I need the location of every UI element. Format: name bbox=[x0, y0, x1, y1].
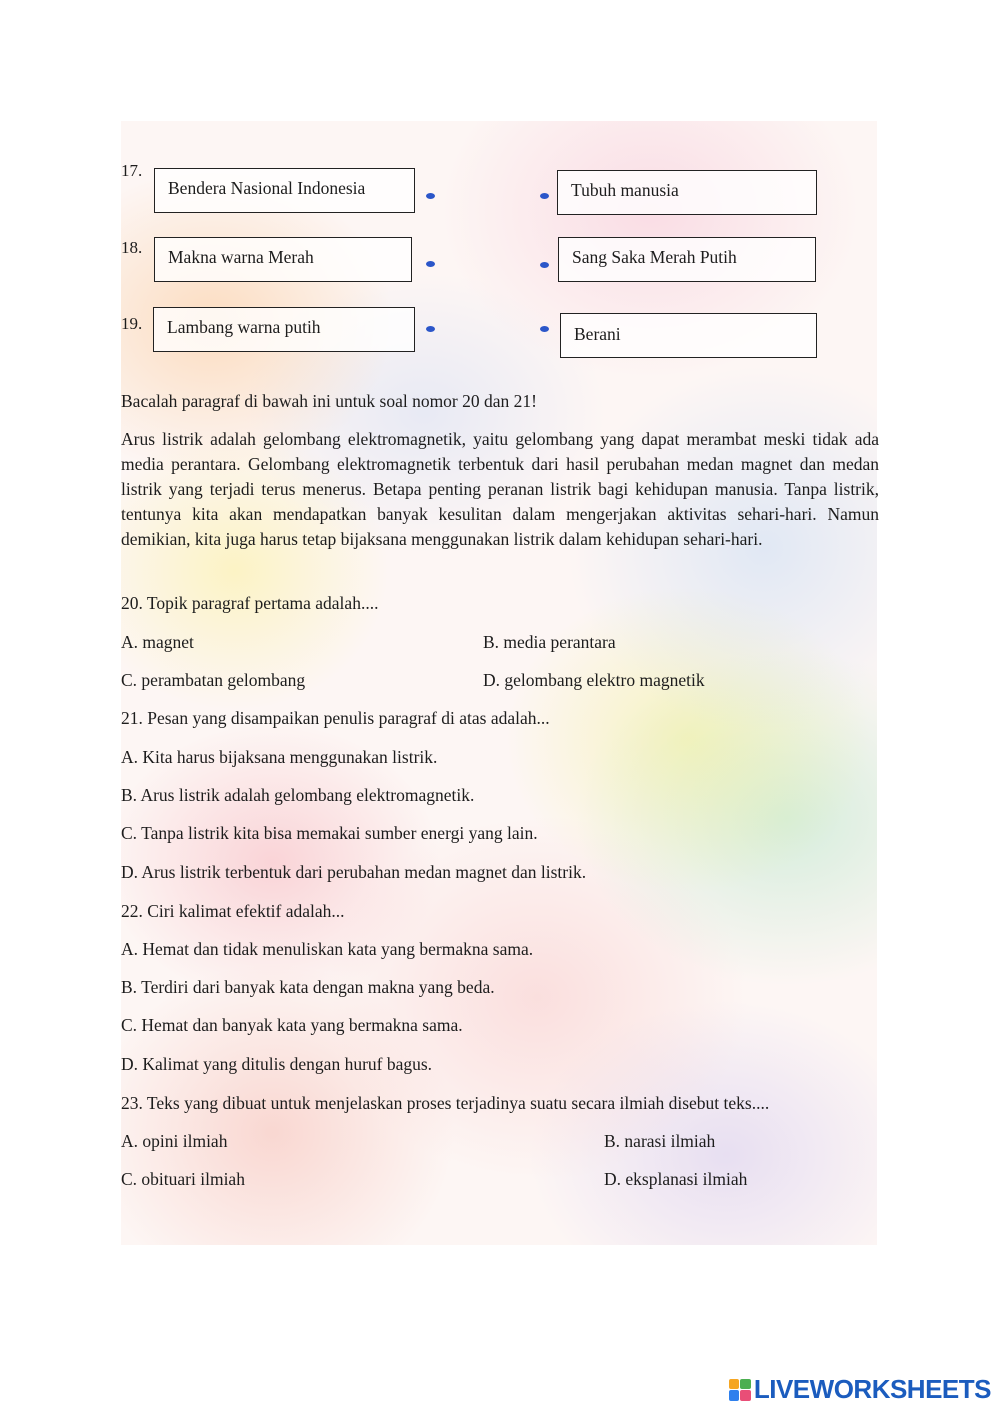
q21-option-b[interactable]: B. Arus listrik adalah gelombang elektromagnetik. bbox=[121, 785, 475, 805]
liveworksheets-logo bbox=[729, 1374, 991, 1405]
q22-option-d[interactable]: D. Kalimat yang ditulis dengan huruf bagus. bbox=[121, 1054, 433, 1074]
q20-option-b[interactable]: B. media perantara bbox=[483, 632, 616, 652]
question-20: 20. Topik paragraf pertama adalah.... bbox=[121, 593, 379, 613]
q22-option-c[interactable]: C. Hemat dan banyak kata yang bermakna sama. bbox=[121, 1015, 463, 1035]
q21-option-a[interactable]: A. Kita harus bijaksana menggunakan listrik. bbox=[121, 747, 438, 767]
q23-option-c[interactable]: C. obituari ilmiah bbox=[121, 1169, 245, 1189]
match-right-18[interactable]: Sang Saka Merah Putih bbox=[558, 237, 816, 282]
liveworksheets-logo-icon bbox=[729, 1379, 751, 1401]
match-dot-right-18[interactable] bbox=[540, 262, 549, 268]
question-22: 22. Ciri kalimat efektif adalah... bbox=[121, 901, 345, 921]
q20-option-d[interactable]: D. gelombang elektro magnetik bbox=[483, 670, 705, 690]
question-number-18: 18. bbox=[121, 238, 143, 257]
q21-option-d[interactable]: D. Arus listrik terbentuk dari perubahan medan magnet dan listrik. bbox=[121, 862, 587, 882]
match-left-18[interactable]: Makna warna Merah bbox=[154, 237, 412, 282]
q20-option-c[interactable]: C. perambatan gelombang bbox=[121, 670, 306, 690]
match-dot-left-18[interactable] bbox=[426, 261, 435, 267]
liveworksheets-logo-text: LIVEWORKSHEETS bbox=[753, 1374, 991, 1404]
q23-option-d[interactable]: D. eksplanasi ilmiah bbox=[604, 1169, 748, 1189]
q23-option-a[interactable]: A. opini ilmiah bbox=[121, 1131, 228, 1151]
reading-paragraph: Arus listrik adalah gelombang elektromagnetik, yaitu gelombang yang dapat merambat meski tidak ada media perantara. Gelombang elektromagnetik terbentuk dari hasil perubahan medan magnet dan medan listrik yang terjadi terus menerus. Betapa penting peranan listrik bagi kehidupan manusia. Tanpa listrik, tentunya kita akan mendapatkan banyak kesulitan dalam mengerjakan aktivitas sehari-hari. Namun demikian, kita juga harus tetap bijaksana menggunakan listrik dalam kehidupan sehari-hari. bbox=[121, 429, 879, 549]
q22-option-b[interactable]: B. Terdiri dari banyak kata dengan makna yang beda. bbox=[121, 977, 495, 997]
match-dot-left-17[interactable] bbox=[426, 193, 435, 199]
match-right-19[interactable]: Berani bbox=[560, 313, 817, 358]
match-dot-right-17[interactable] bbox=[540, 193, 549, 199]
match-left-17[interactable]: Bendera Nasional Indonesia bbox=[154, 168, 415, 213]
q21-option-c[interactable]: C. Tanpa listrik kita bisa memakai sumber energi yang lain. bbox=[121, 823, 538, 843]
question-21: 21. Pesan yang disampaikan penulis paragraf di atas adalah... bbox=[121, 708, 550, 728]
q22-option-a[interactable]: A. Hemat dan tidak menuliskan kata yang bermakna sama. bbox=[121, 939, 534, 959]
q20-option-a[interactable]: A. magnet bbox=[121, 632, 194, 652]
question-23: 23. Teks yang dibuat untuk menjelaskan proses terjadinya suatu secara ilmiah disebut teks.... bbox=[121, 1093, 770, 1113]
worksheet-content bbox=[121, 121, 879, 1245]
question-number-17: 17. bbox=[121, 161, 143, 180]
match-right-17[interactable]: Tubuh manusia bbox=[557, 170, 817, 215]
question-number-19: 19. bbox=[121, 314, 143, 333]
match-left-19[interactable]: Lambang warna putih bbox=[153, 307, 415, 352]
q23-option-b[interactable]: B. narasi ilmiah bbox=[604, 1131, 716, 1151]
match-dot-left-19[interactable] bbox=[426, 326, 435, 332]
reading-instruction: Bacalah paragraf di bawah ini untuk soal nomor 20 dan 21! bbox=[121, 391, 537, 411]
match-dot-right-19[interactable] bbox=[540, 326, 549, 332]
